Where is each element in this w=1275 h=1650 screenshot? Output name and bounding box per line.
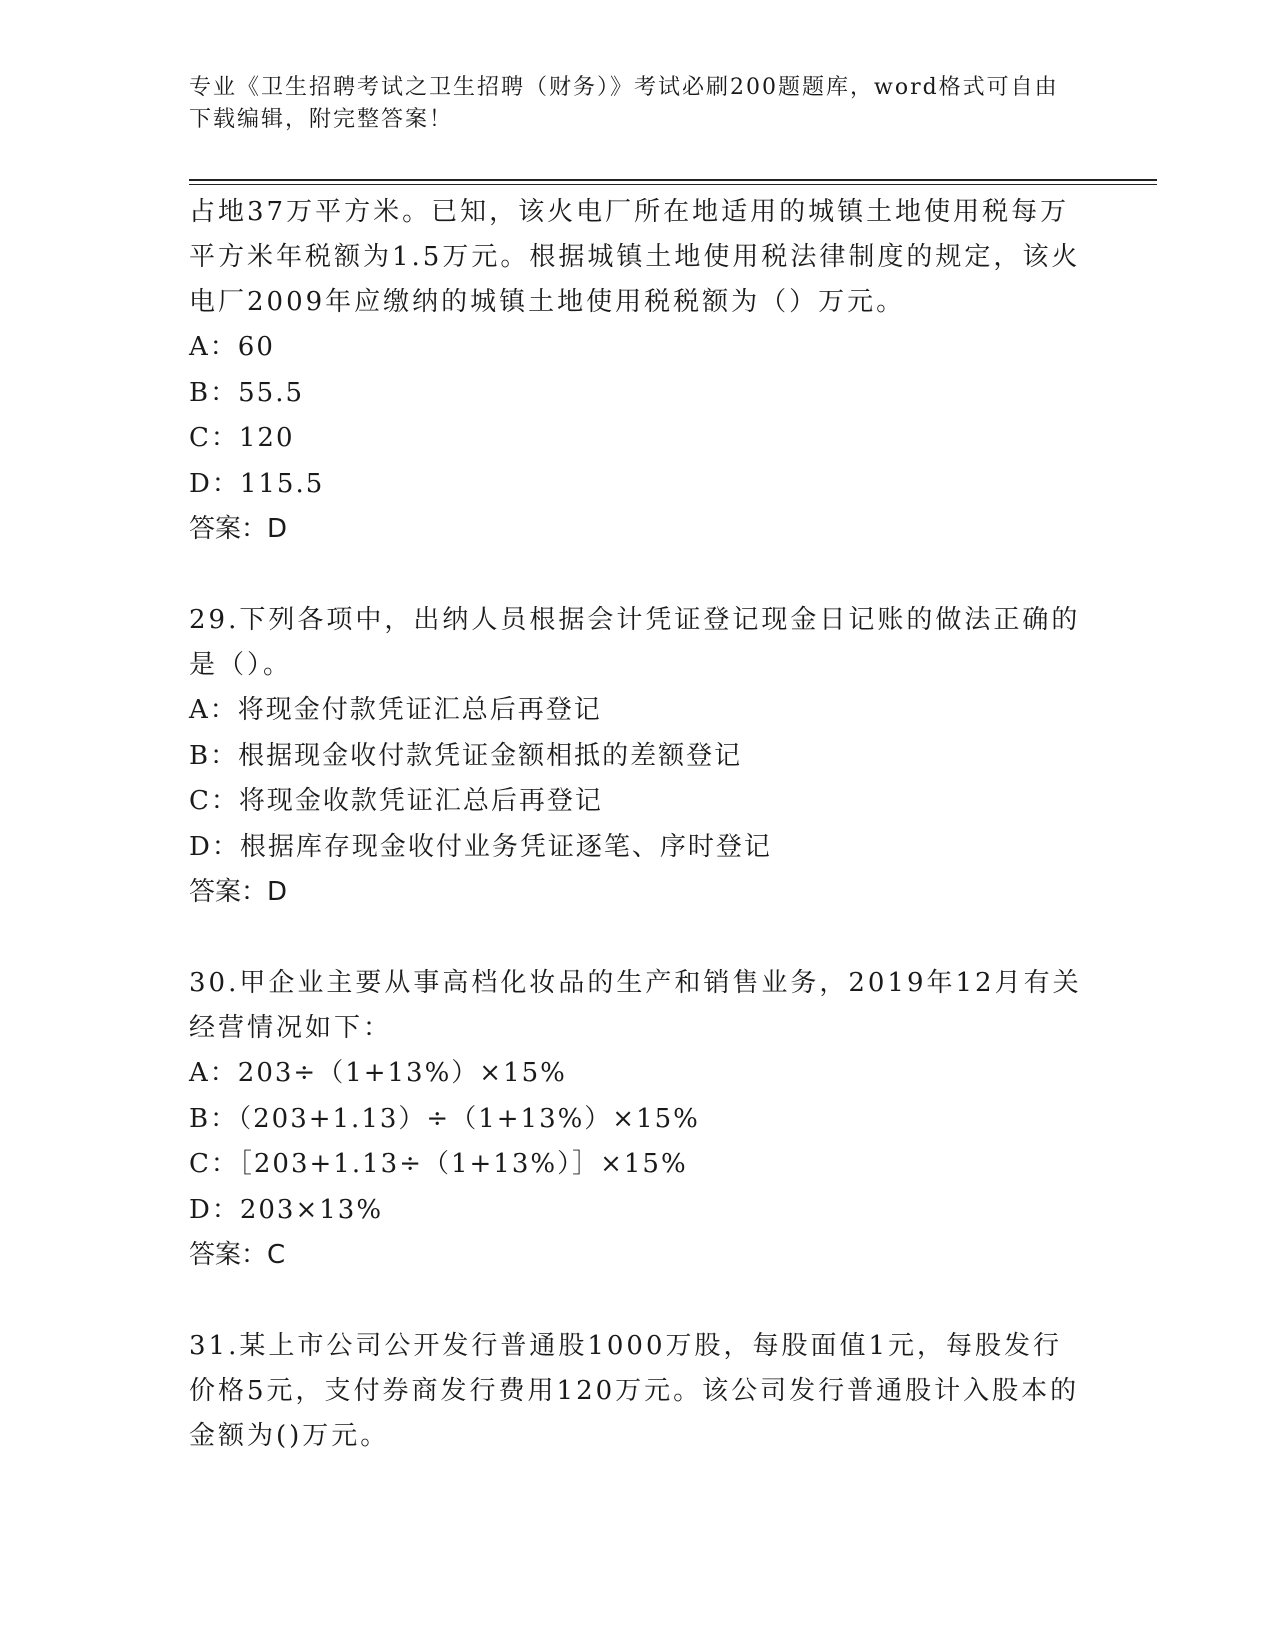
option-d: D：根据库存现金收付业务凭证逐笔、序时登记 [189, 831, 772, 862]
answer: 答案：D [189, 514, 288, 544]
option-a: A：203÷（1+13%）×15% [189, 1058, 567, 1088]
option-b: B：（203+1.13）÷（1+13%）×15% [189, 1103, 700, 1134]
answer: 答案：D [189, 877, 288, 907]
option-c: C：120 [189, 423, 295, 453]
question-30 [189, 961, 1089, 1278]
answer: 答案：C [189, 1240, 286, 1270]
option-c: C：［203+1.13÷（1+13%）］×15% [189, 1149, 688, 1179]
question-text: 占地37万平方米。已知，该火电厂所在地适用的城镇土地使用税每万平方米年税额为1.5万元。根据城镇土地使用税法律制度的规定，该火电厂2009年应缴纳的城镇土地使用税税额为（）万元。 [189, 197, 1081, 317]
question-31 [189, 1324, 1089, 1459]
option-b: B：根据现金收付款凭证金额相抵的差额登记 [189, 740, 743, 771]
question-29 [189, 598, 1089, 915]
option-d: D：115.5 [189, 468, 325, 499]
question-text: 31.某上市公司公开发行普通股1000万股，每股面值1元，每股发行价格5元，支付券商发行费用120万元。该公司发行普通股计入股本的金额为()万元。 [189, 1331, 1080, 1451]
option-a: A：将现金付款凭证汇总后再登记 [189, 695, 602, 725]
header-rule-thick [189, 179, 1157, 181]
option-d: D：203×13% [189, 1194, 384, 1225]
question-text: 30.甲企业主要从事高档化妆品的生产和销售业务，2019年12月有关经营情况如下： [189, 968, 1082, 1043]
document-header: 专业《卫生招聘考试之卫生招聘（财务）》考试必刷200题题库，word格式可自由下载编辑，附完整答案！ [189, 75, 1059, 132]
option-c: C：将现金收款凭证汇总后再登记 [189, 786, 603, 816]
question-list [189, 190, 1089, 1459]
option-b: B：55.5 [189, 377, 304, 408]
header-rule-thin [189, 184, 1157, 185]
question-text: 29.下列各项中，出纳人员根据会计凭证登记现金日记账的做法正确的是（）。 [189, 605, 1081, 680]
question-28 [189, 190, 1089, 552]
option-a: A：60 [189, 332, 275, 362]
